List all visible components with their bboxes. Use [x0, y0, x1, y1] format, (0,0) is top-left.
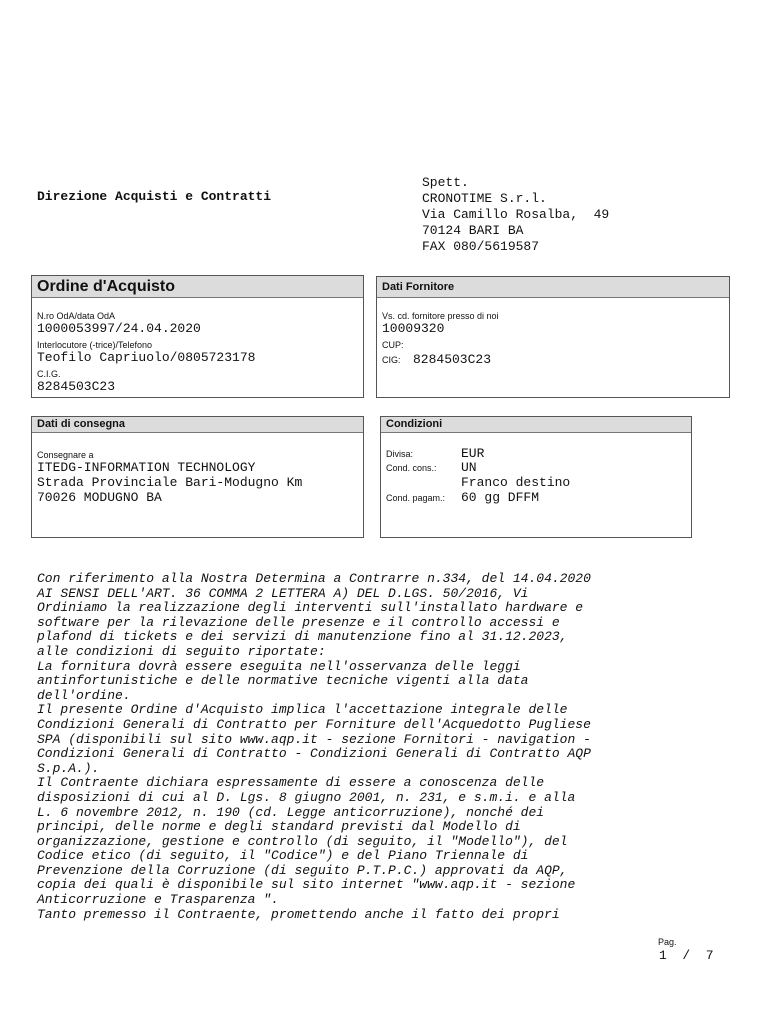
body-line: L. 6 novembre 2012, n. 190 (cd. Legge anticorruzione), nonché dei: [37, 804, 545, 820]
body-line: software per la rilevazione delle presenze e il controllo accessi e: [37, 614, 560, 630]
page-label: Pag.: [658, 937, 677, 947]
body-line: Prevenzione della Corruzione (di seguito P.T.P.C.) approvati da AQP,: [37, 862, 568, 878]
body-line: organizzazione, gestione e controllo (di seguito, il "Modello"), del: [37, 833, 568, 849]
body-line: SPA (disponibili sul sito www.aqp.it - sezione Fornitori - navigation -: [37, 731, 591, 747]
body-line: principi, delle norme e degli standard previsti dal Modello di: [37, 819, 521, 835]
supplier-code-label: Vs. cd. fornitore presso di noi: [382, 311, 499, 321]
body-line: La fornitura dovrà essere eseguita nell'osservanza delle leggi: [37, 658, 521, 674]
order-body-text: [37, 572, 727, 922]
order-box-title: Ordine d'Acquisto: [32, 276, 363, 298]
body-line: alle condizioni di seguito riportate:: [37, 643, 326, 659]
condition-label: Divisa:: [386, 449, 414, 459]
body-line: dell'ordine.: [37, 687, 131, 703]
recipient-line: CRONOTIME S.r.l.: [422, 191, 547, 206]
condition-value: UN: [461, 460, 477, 475]
condition-value: 60 gg DFFM: [461, 490, 540, 505]
recipient-line: Spett.: [422, 175, 469, 190]
condition-value: EUR: [461, 446, 485, 461]
body-line: AI SENSI DELL'ART. 36 COMMA 2 LETTERA A) DEL D.LGS. 50/2016, Vi: [37, 585, 529, 601]
supplier-code-value: 10009320: [382, 321, 445, 336]
conditions-box-title: Condizioni: [381, 417, 691, 433]
body-line: Codice etico (di seguito, il "Codice") e del Piano Triennale di: [37, 848, 529, 864]
condition-label: Cond. pagam.:: [386, 493, 446, 503]
cig-value: 8284503C23: [37, 379, 116, 394]
recipient-line: Via Camillo Rosalba, 49: [422, 207, 610, 222]
condition-row: [386, 490, 686, 505]
supplier-box-title: Dati Fornitore: [377, 277, 729, 298]
cig-label: C.I.G.: [37, 369, 61, 379]
body-line: Ordiniamo la realizzazione degli interventi sull'installato hardware e: [37, 600, 584, 616]
body-line: Condizioni Generali di Contratto - Condizioni Generali di Contratto AQP: [37, 746, 591, 762]
body-line: Il Contraente dichiara espressamente di essere a conoscenza delle: [37, 775, 545, 791]
recipient-line: FAX 080/5619587: [422, 239, 540, 254]
condition-label: Cond. cons.:: [386, 463, 437, 473]
body-line: S.p.A.).: [37, 760, 100, 776]
condition-row: [386, 475, 686, 490]
delivery-line: 70026 MODUGNO BA: [37, 490, 162, 505]
deliver-to-label: Consegnare a: [37, 450, 94, 460]
conditions-box: [380, 416, 692, 538]
body-line: Condizioni Generali di Contratto per Forniture dell'Acquedotto Pugliese: [37, 716, 591, 732]
condition-row: [386, 446, 686, 461]
cup-label: CUP:: [382, 340, 404, 350]
supplier-cig-value: 8284503C23: [413, 352, 492, 367]
order-number-label: N.ro OdA/data OdA: [37, 311, 116, 321]
delivery-line: Strada Provinciale Bari-Modugno Km: [37, 475, 303, 490]
supplier-cig-label: CIG:: [382, 355, 401, 365]
body-line: Con riferimento alla Nostra Determina a Contrarre n.334, del 14.04.2020: [37, 571, 591, 586]
condition-value: Franco destino: [461, 475, 571, 490]
body-line: disposizioni di cui al D. Lgs. 8 giugno 2001, n. 231, e s.m.i. e alla: [37, 789, 576, 805]
order-box: [31, 275, 364, 398]
body-line: plafond di tickets e dei servizi di manutenzione fino al 31.12.2023,: [37, 629, 568, 645]
body-line: antinfortunistiche e delle normative tecniche vigenti alla data: [37, 673, 529, 689]
body-line: Anticorruzione e Trasparenza ".: [37, 892, 279, 908]
recipient-address: [422, 175, 609, 255]
delivery-box: [31, 416, 364, 538]
recipient-line: 70124 BARI BA: [422, 223, 524, 238]
department-name: Direzione Acquisti e Contratti: [37, 189, 272, 204]
supplier-box: [376, 276, 730, 398]
contact-value: Teofilo Capriuolo/0805723178: [37, 350, 256, 365]
delivery-line: ITEDG-INFORMATION TECHNOLOGY: [37, 460, 256, 475]
contact-label: Interlocutore (-trice)/Telefono: [37, 340, 153, 350]
order-number-value: 1000053997/24.04.2020: [37, 321, 201, 336]
delivery-box-title: Dati di consegna: [32, 417, 363, 433]
page-number: 1 / 7: [659, 948, 714, 963]
body-line: copia dei quali è disponibile sul sito internet "www.aqp.it - sezione: [37, 877, 576, 893]
body-line: Tanto premesso il Contraente, promettendo anche il fatto dei propri: [37, 906, 560, 922]
body-line: Il presente Ordine d'Acquisto implica l'accettazione integrale delle: [37, 702, 568, 718]
condition-row: [386, 460, 686, 475]
